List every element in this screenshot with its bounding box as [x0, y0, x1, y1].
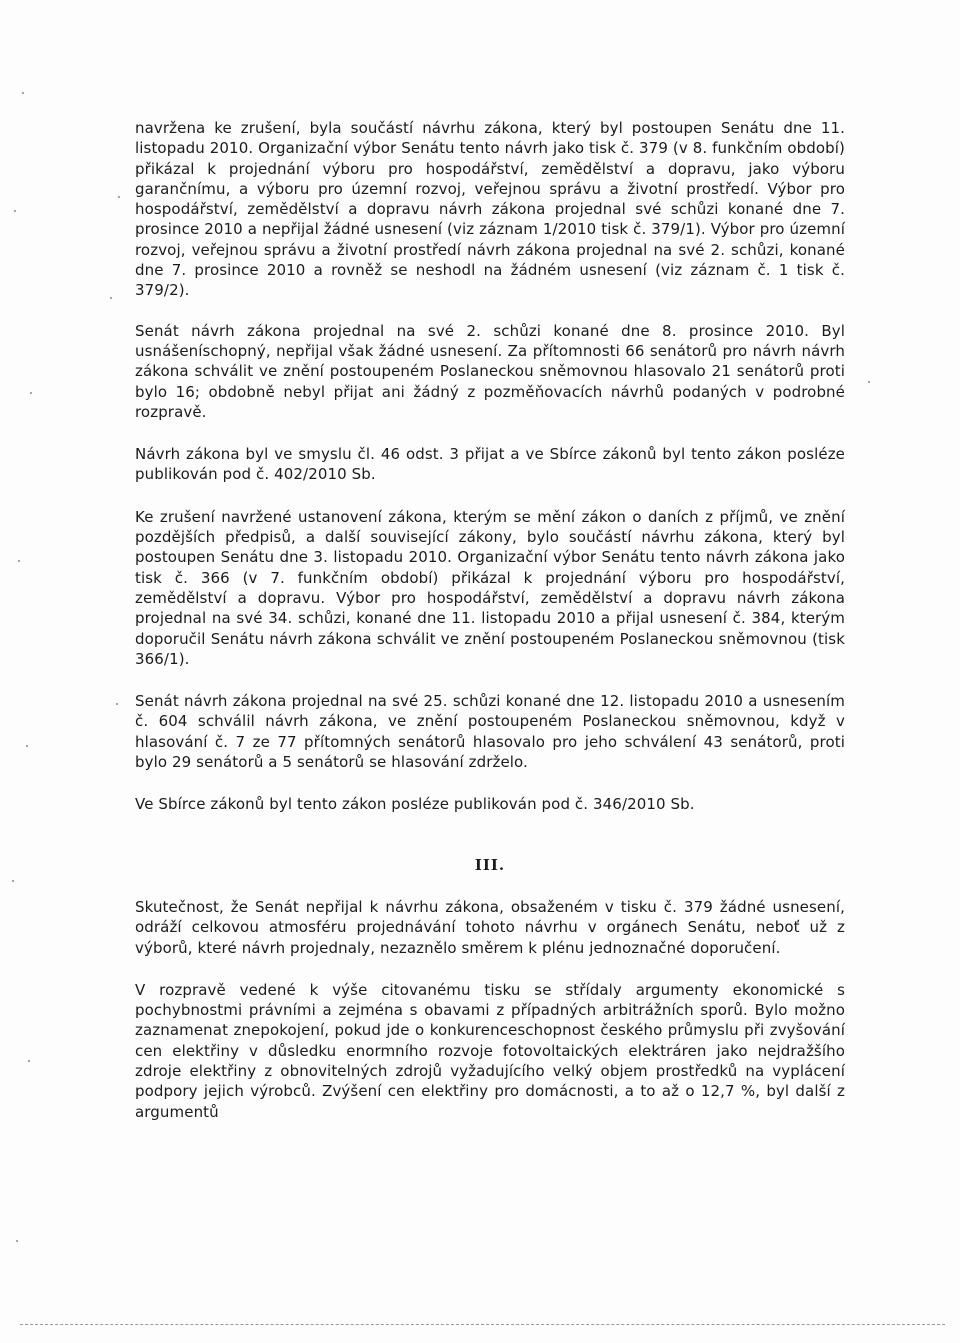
scan-speck	[12, 880, 14, 882]
scan-speck	[26, 745, 28, 747]
paragraph-senate-session-25: Senát návrh zákona projednal na své 25. schůzi konané dne 12. listopadu 2010 a usnesením č. 604 schválil návrh zákona, ve znění postoupeném Poslaneckou sněmovnou, když v hlasování č. 7 ze 77 přítomných senátorů hlasovalo pro jeho schválení 43 senátorů, proti bylo 29 senátorů a 5 senátorů se hlasování zdrželo.	[135, 692, 845, 772]
scan-speck	[14, 210, 16, 212]
scan-speck	[28, 1060, 30, 1062]
document-body	[135, 118, 845, 1142]
scan-speck	[110, 297, 112, 299]
paragraph-law-346-2010: Ve Sbírce zákonů byl tento zákon posléze publikován pod č. 346/2010 Sb.	[135, 795, 695, 814]
paragraph-law-402-2010: Návrh zákona byl ve smyslu čl. 46 odst. 3 přijat a ve Sbírce zákonů byl tento zákon posléze publikován pod č. 402/2010 Sb.	[135, 445, 845, 484]
paragraph-senate-print-379: navržena ke zrušení, byla součástí návrhu zákona, který byl postoupen Senátu dne 11. listopadu 2010. Organizační výbor Senátu tento návrh jako tisk č. 379 (v 8. funkčním období) přikázal k projednání výboru pro hospodářství, zemědělství a dopravu, jako výboru garančnímu, a výboru pro územní rozvoj, veřejnou správu a životní prostředí. Výbor pro hospodářství, zemědělství a dopravu návrh zákona projednal své schůzi konané dne 7. prosince 2010 a nepřijal žádné usnesení (viz záznam 1/2010 tisk č. 379/1). Výbor pro územní rozvoj, veřejnou správu a životní prostředí návrh zákona projednal na své 2. schůzi, konané dne 7. prosince 2010 a rovněž se neshodl na žádném usnesení (viz záznam č. 1 tisk č. 379/2).	[135, 119, 845, 300]
section-heading: III.	[474, 855, 506, 874]
scan-speck	[30, 392, 32, 394]
scan-edge-line	[20, 1324, 945, 1326]
scan-speck	[18, 560, 20, 562]
scan-speck	[22, 92, 24, 94]
scan-speck	[118, 196, 120, 198]
scan-speck	[116, 703, 118, 705]
scan-speck	[868, 381, 870, 383]
paragraph-debate-arguments: V rozpravě vedené k výše citovanému tisku se střídaly argumenty ekonomické s pochybnostmi právními a zejména s obavami z případných arbitrážních sporů. Bylo možno zaznamenat znepokojení, pokud jde o konkurenceschopnost českého průmyslu při zvyšování cen elektřiny v důsledku enormního rozvoje fotovoltaických elektráren jako nejdražšího zdroje elektřiny z obnovitelných zdrojů vyžadujícího velký objem prostředků na vyplácení podpory jejich výrobců. Zvýšení cen elektřiny pro domácnosti, a to až o 12,7 %, byl další z argumentů	[135, 980, 845, 1121]
paragraph-senate-atmosphere: Skutečnost, že Senát nepřijal k návrhu zákona, obsaženém v tisku č. 379 žádné usnesení, odráží celkovou atmosféru projednávání tohoto návrhu v orgánech Senátu, neboť už z výborů, které návrh projednaly, nezaznělo směrem k plénu jednoznačné doporučení.	[135, 897, 845, 957]
scan-speck	[16, 1240, 18, 1242]
paragraph-income-tax-print-366: Ke zrušení navržené ustanovení zákona, kterým se mění zákon o daních z příjmů, ve znění pozdějších předpisů, a další související zákony, bylo součástí návrhu zákona, který byl postoupen Senátu dne 3. listopadu 2010. Organizační výbor Senátu tento návrh zákona jako tisk č. 366 (v 7. funkčním období) přikázal k projednání výboru pro hospodářství, zemědělství a dopravu. Výbor pro hospodářství, zemědělství a dopravu návrh zákona projednal na své 34. schůzi, konané dne 11. listopadu 2010 a přijal usnesení č. 384, kterým doporučil Senátu návrh zákona schválit ve znění postoupeném Poslaneckou sněmovnou (tisk 366/1).	[135, 507, 845, 668]
paragraph-senate-session-2: Senát návrh zákona projednal na své 2. schůzi konané dne 8. prosince 2010. Byl usnášeníschopný, nepřijal však žádné usnesení. Za přítomnosti 66 senátorů pro návrh návrh zákona schválit ve znění postoupeném Poslaneckou sněmovnou hlasovalo 21 senátorů proti bylo 16; obdobně nebyl přijat ani žádný z pozměňovacích návrhů podaných v podrobné rozpravě.	[135, 321, 845, 421]
